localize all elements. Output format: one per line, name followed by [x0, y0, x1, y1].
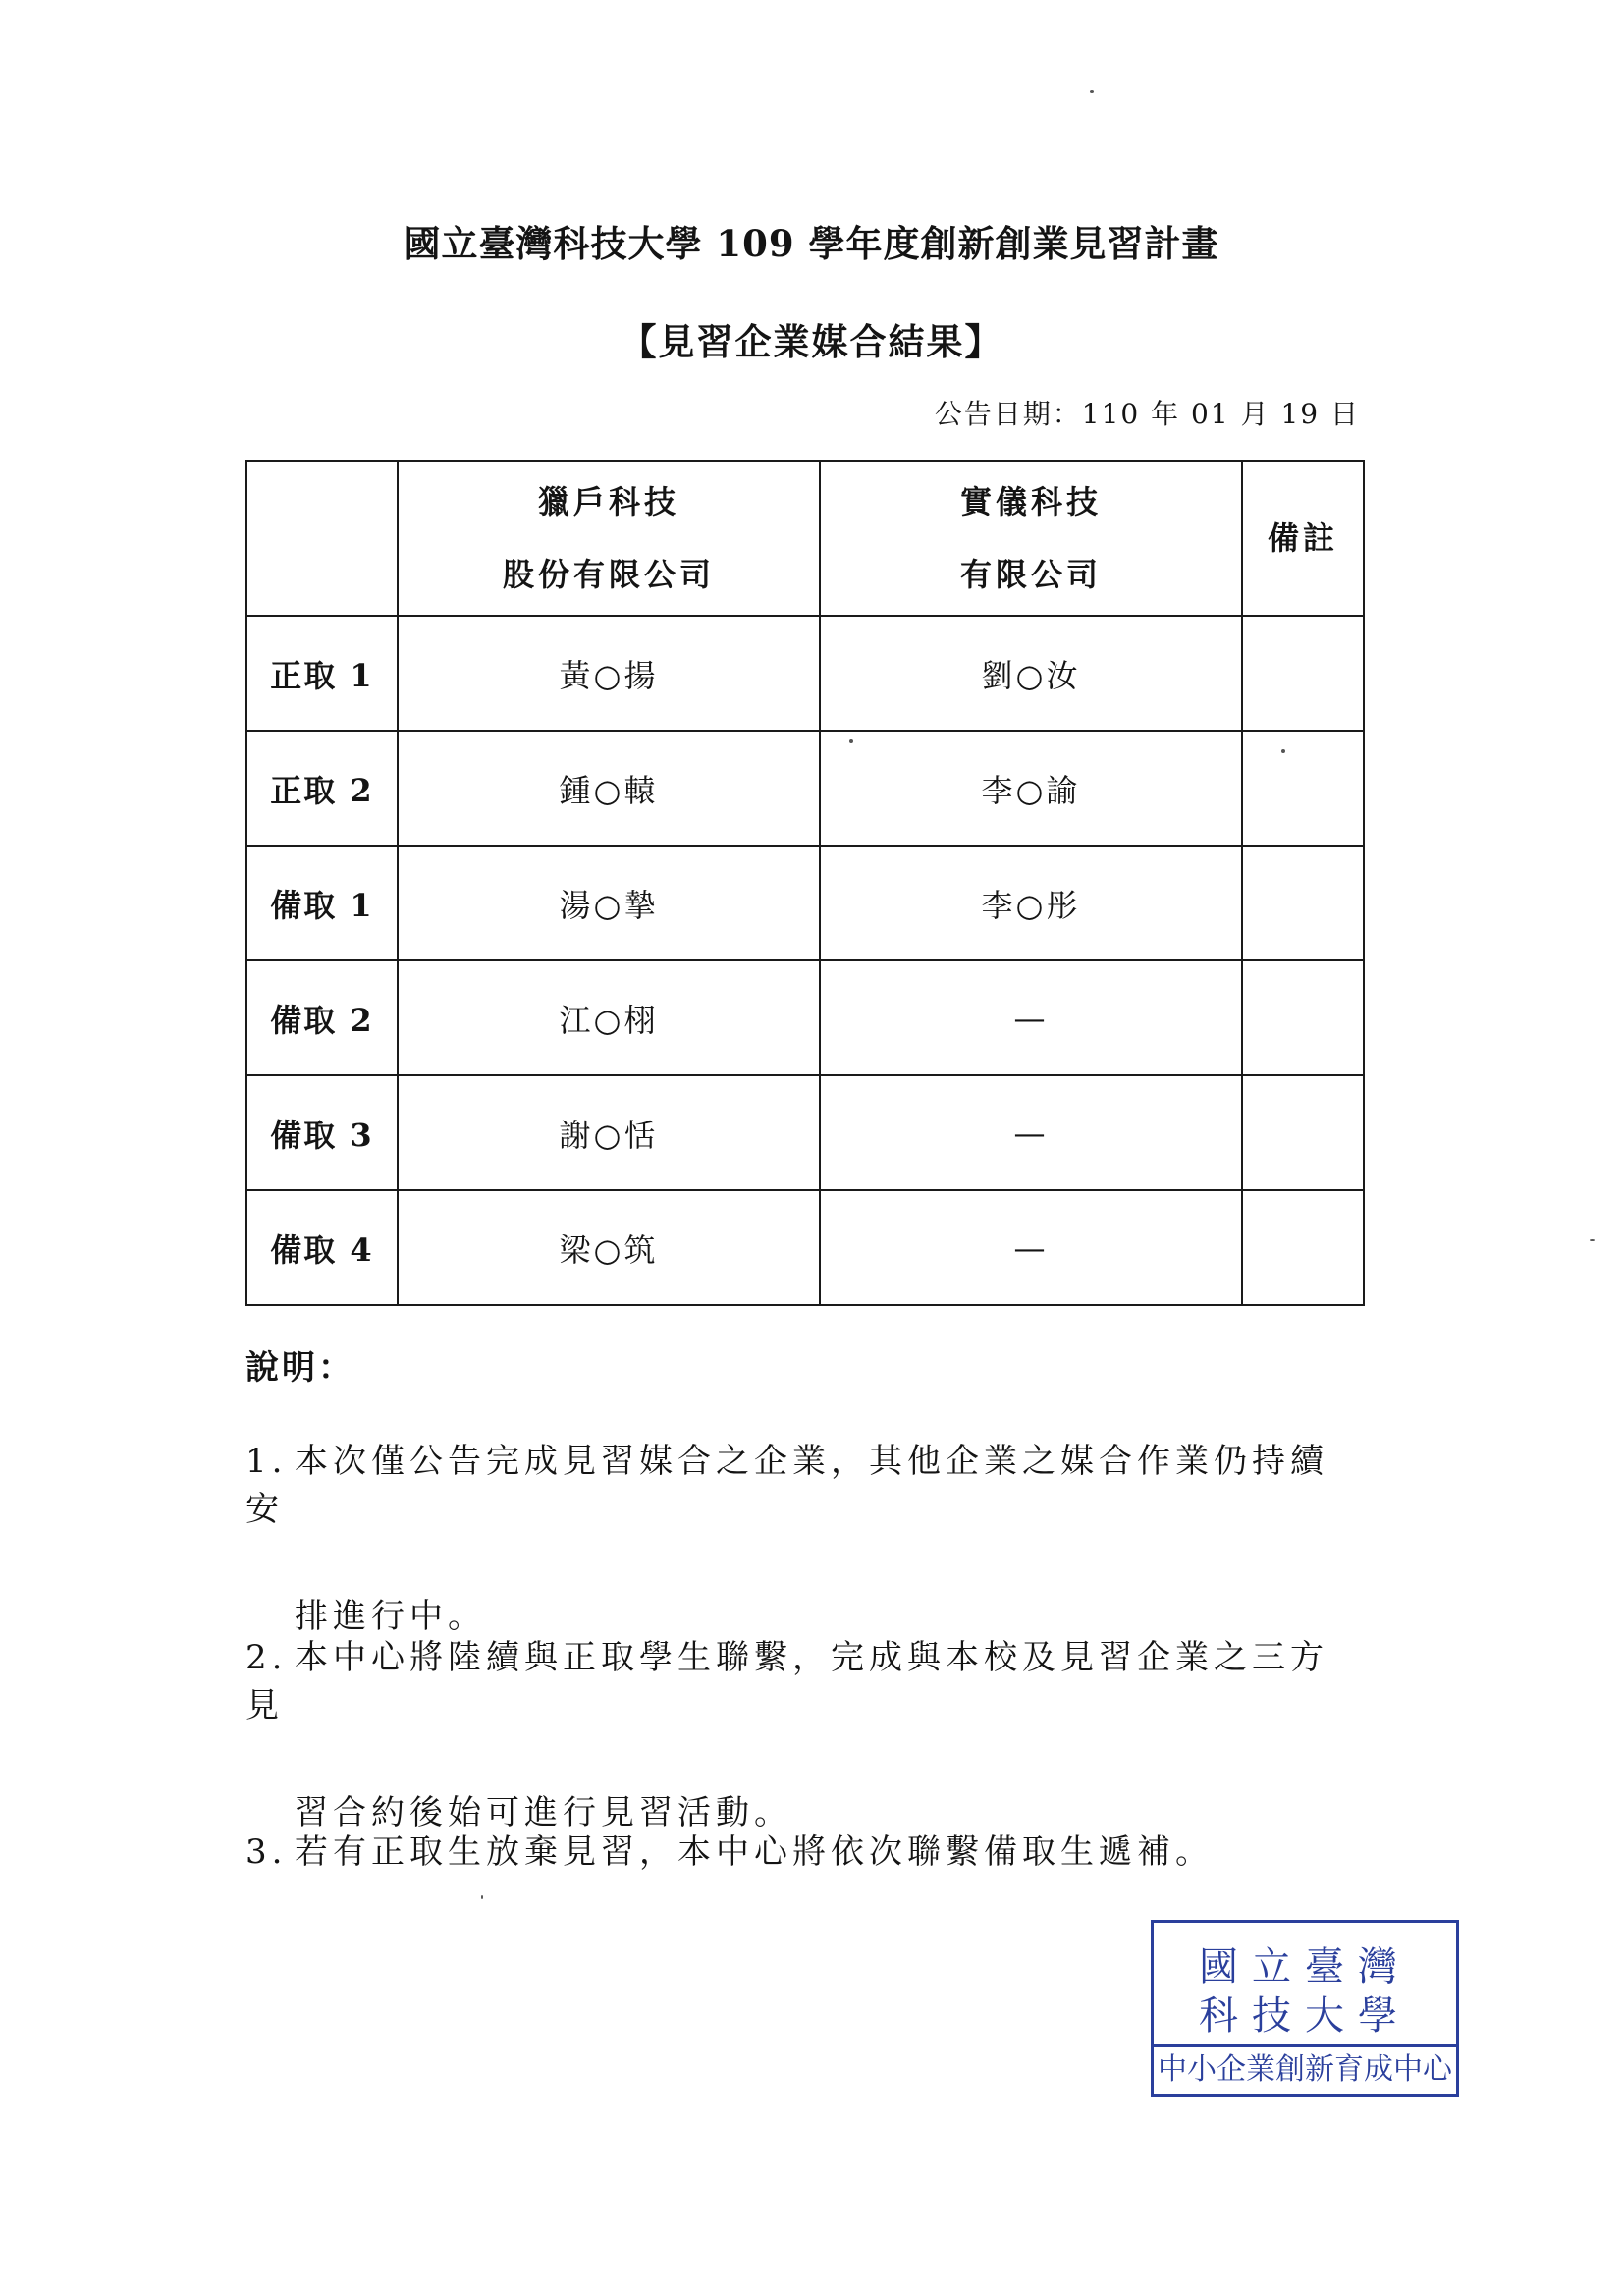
remark-cell: [1242, 616, 1364, 731]
remark-cell: [1242, 960, 1364, 1075]
company-a-student: 謝○恬: [398, 1075, 820, 1190]
remark-cell: [1242, 731, 1364, 846]
official-seal-stamp: [1151, 1920, 1459, 2097]
note-text: 本中心將陸續與正取學生聯繫，完成與本校及見習企業之三方見: [245, 1638, 1328, 1725]
note-number: 1.: [245, 1442, 288, 1481]
scan-speck: [1090, 90, 1094, 93]
company-b-student: 劉○汝: [820, 616, 1242, 731]
table-row: [246, 960, 1364, 1075]
scan-speck: [481, 1895, 483, 1899]
table-row: [246, 731, 1364, 846]
row-label: 備取 3: [246, 1075, 398, 1190]
scan-speck: [1281, 749, 1285, 753]
note-item-2: [245, 1630, 1365, 1833]
table-row: [246, 846, 1364, 960]
company-b-student: 李○彤: [820, 846, 1242, 960]
company-a-student: 梁○筑: [398, 1190, 820, 1305]
match-result-table: [245, 460, 1365, 1306]
header-company-a: [398, 461, 820, 616]
company-a-student: 鍾○轅: [398, 731, 820, 846]
header-company-a-line1: 獵戶科技: [537, 483, 679, 520]
company-b-student: 李○諭: [820, 731, 1242, 846]
company-b-student: —: [820, 1190, 1242, 1305]
note-item-1: [245, 1434, 1365, 1637]
header-company-b-line1: 實儀科技: [959, 483, 1102, 520]
announce-date: 公告日期：110 年 01 月 19 日: [934, 398, 1360, 430]
company-b-student: —: [820, 960, 1242, 1075]
company-a-student: 江○栩: [398, 960, 820, 1075]
stamp-line-1: 國立臺灣: [1199, 1944, 1411, 1990]
page-title: 國立臺灣科技大學 109 學年度創新創業見習計畫: [404, 222, 1219, 265]
note-text: 本次僅公告完成見習媒合之企業，其他企業之媒合作業仍持續安: [245, 1442, 1328, 1529]
row-label: 正取 2: [246, 731, 398, 846]
row-label: 正取 1: [246, 616, 398, 731]
header-remark-label: 備註: [1267, 519, 1338, 557]
company-b-student: —: [820, 1075, 1242, 1190]
header-company-b: [820, 461, 1242, 616]
row-label: 備取 4: [246, 1190, 398, 1305]
notes-heading: 說明：: [245, 1348, 354, 1388]
header-company-b-line2: 有限公司: [959, 556, 1102, 593]
stamp-line-2: 科技大學: [1199, 1994, 1411, 2039]
company-a-student: 黃○揚: [398, 616, 820, 731]
note-text-continued: 排進行中。: [295, 1597, 486, 1636]
header-remark: [1242, 461, 1364, 616]
note-number: 2.: [245, 1638, 288, 1677]
table-row: [246, 616, 1364, 731]
scan-speck: [1590, 1239, 1595, 1241]
row-label: 備取 2: [246, 960, 398, 1075]
note-text-continued: 習合約後始可進行見習活動。: [295, 1793, 792, 1832]
note-item-3: [245, 1825, 1365, 1873]
header-company-a-line2: 股份有限公司: [502, 556, 715, 593]
table-row: [246, 1075, 1364, 1190]
stamp-bottom-line: 中小企業創新育成中心: [1154, 2044, 1456, 2094]
header-blank-cell: [246, 461, 398, 616]
remark-cell: [1242, 846, 1364, 960]
remark-cell: [1242, 1190, 1364, 1305]
note-text: 若有正取生放棄見習，本中心將依次聯繫備取生遞補。: [295, 1832, 1214, 1872]
remark-cell: [1242, 1075, 1364, 1190]
scan-speck: [849, 739, 853, 743]
table-row: [246, 1190, 1364, 1305]
table-header-row: [246, 461, 1364, 616]
company-a-student: 湯○摯: [398, 846, 820, 960]
page-subtitle: 【見習企業媒合結果】: [620, 320, 1003, 363]
row-label: 備取 1: [246, 846, 398, 960]
note-number: 3.: [245, 1832, 288, 1872]
